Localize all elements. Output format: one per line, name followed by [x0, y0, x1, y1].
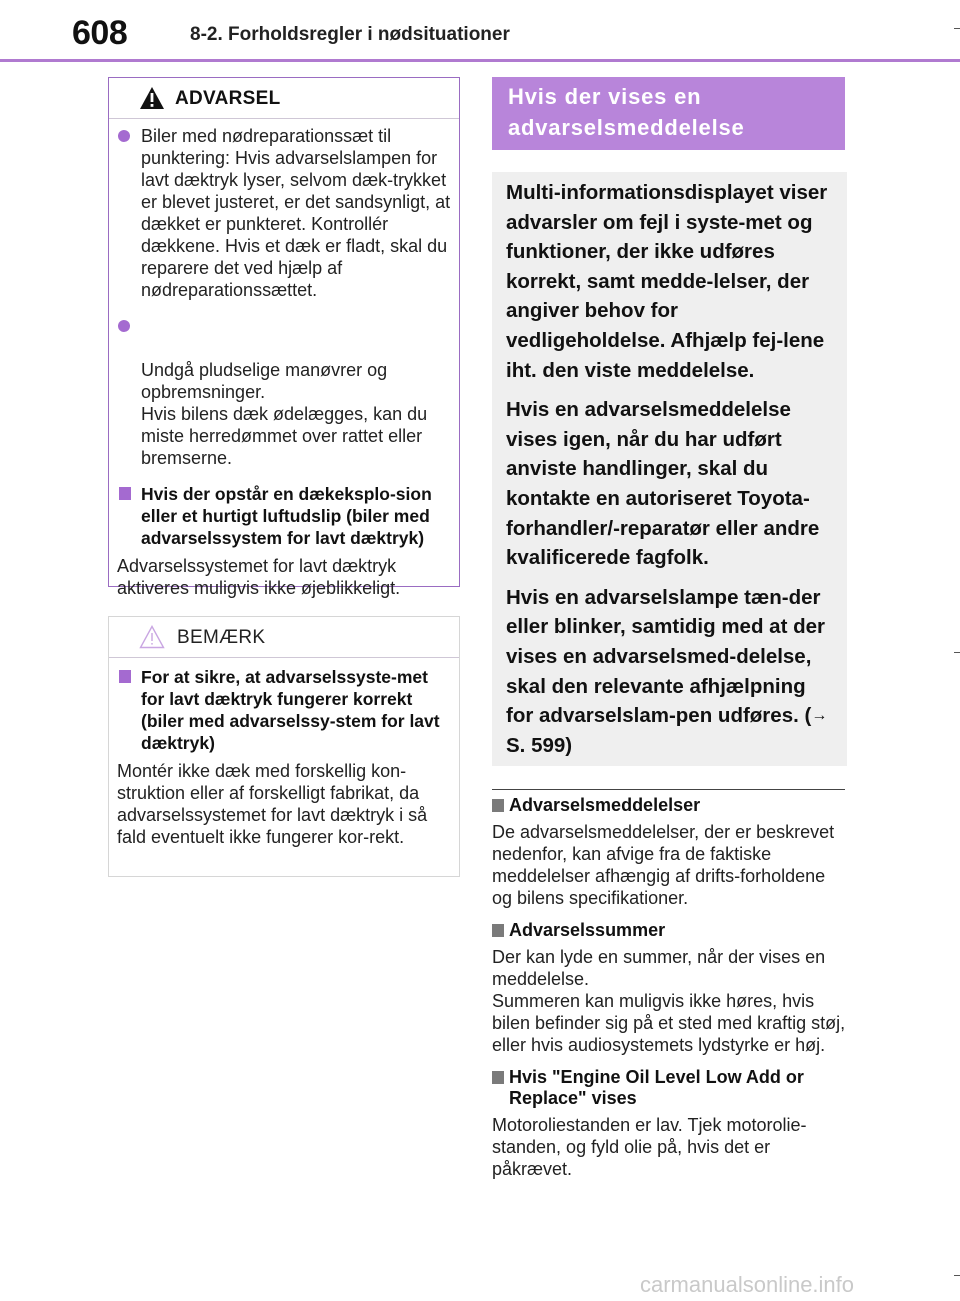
section-heading: [492, 77, 845, 150]
note-box: [108, 616, 460, 877]
note-header: [109, 617, 459, 658]
margin-tick: [954, 652, 960, 653]
square-bullet-icon: [492, 1071, 504, 1084]
page-header: [0, 0, 960, 62]
section-text: Motoroliestanden er lav. Tjek motorolie-standen, og fyld olie på, hvis det er påkrævet.: [492, 1115, 807, 1179]
warning-triangle-icon: [139, 86, 165, 110]
warning-bullet-text: Biler med nødreparationssæt til punktering: Hvis advarselslampen for lavt dæktryk lyser, selvom dæk-trykket er blevet justeret, er det sandsynligt, at dækket er punkteret. Kontrollér dækkene. Hvis et dæk er fladt, skal du reparere det ved hjælp af nødreparationssættet.: [141, 126, 451, 300]
info-box: [492, 172, 847, 766]
margin-tick: [954, 1275, 960, 1276]
page-reference-arrow-icon: →: [811, 707, 828, 725]
right-sections: [492, 795, 847, 1191]
warning-bullet: [117, 125, 451, 301]
info-paragraph: Multi-informationsdisplayet viser advarsler om fejl i syste-met og funktioner, der ikke udføres korrekt, samt medde-lelser, der angiver behov for vedligeholdelse. Afhjælp fej-lene iht. den viste meddelelse.: [506, 181, 828, 382]
bullet-dot-icon: [118, 130, 130, 142]
note-subsection-text: Montér ikke dæk med forskellig kon-struktion eller af forskelligt fabrikat, da advarselssystemet for lavt dæktryk i så fald eventuelt ikke fungerer kor-rekt.: [117, 761, 428, 847]
warning-bullet: [117, 315, 451, 469]
page-number: 608: [72, 14, 128, 52]
caution-triangle-icon: [139, 625, 165, 649]
section-text: De advarselsmeddelelser, der er beskrevet nedenfor, kan afvige fra de faktiske meddelelser afhængig af drifts-forholdene og bilens specifikationer.: [492, 822, 835, 908]
section-text: Der kan lyde en summer, når der vises en meddelelse. Summeren kan muligvis ikke høres, hvis bilen befinder sig på et sted med kraftig støj, eller hvis audiosystemets lydstyrke er høj.: [492, 947, 846, 1055]
info-paragraph: Hvis en advarselsmeddelelse vises igen, når du har udført anviste handlinger, skal du kontakte en autoriseret Toyota-forhandler/-reparatør eller andre kvalificerede fagfolk.: [506, 398, 820, 570]
page-reference: S. 599): [506, 733, 573, 757]
divider: [492, 789, 845, 790]
section-title: Hvis "Engine Oil Level Low Add or Replace" vises: [492, 1067, 847, 1109]
square-bullet-icon: [492, 799, 504, 812]
warning-subsection-text: Advarselssystemet for lavt dæktryk aktiveres muligvis ikke øjeblikkeligt.: [117, 556, 401, 598]
warning-subsection-title: Hvis der opstår en dækeksplo-sion eller et hurtigt luftudslip (biler med advarselssystem for lavt dæktryk): [117, 483, 451, 549]
warning-box: [108, 77, 460, 598]
section-title: Advarselssummer: [492, 920, 847, 941]
bullet-dot-icon: [118, 320, 130, 332]
margin-tick: [954, 28, 960, 29]
header-rule: [0, 59, 960, 62]
note-title: BEMÆRK: [177, 627, 266, 648]
watermark: carmanualsonline.info: [640, 1272, 855, 1297]
chapter-title: 8-2. Forholdsregler i nødsituationer: [190, 24, 510, 45]
section-title: Advarselsmeddelelser: [492, 795, 847, 816]
square-bullet-icon: [119, 670, 131, 683]
warning-bullet-text: Undgå pludselige manøvrer og opbremsninger. Hvis bilens dæk ødelægges, kan du miste herredømmet over rattet eller bremserne.: [141, 360, 428, 468]
note-subsection-title: For at sikre, at advarselssyste-met for lavt dæktryk fungerer korrekt (biler med advarselssy-stem for lavt dæktryk): [117, 666, 451, 754]
square-bullet-icon: [119, 487, 131, 500]
info-paragraph: Hvis en advarselslampe tæn-der eller blinker, samtidig med at der vises en advarselsmed-delelse, skal den relevante afhjælpning for advarselslam-pen udføres. (→S. 599): [506, 585, 828, 757]
warning-header: [109, 78, 459, 119]
square-bullet-icon: [492, 924, 504, 937]
warning-title: ADVARSEL: [175, 88, 281, 109]
section-heading-text: Hvis der vises en advarselsmeddelelse: [508, 84, 745, 140]
